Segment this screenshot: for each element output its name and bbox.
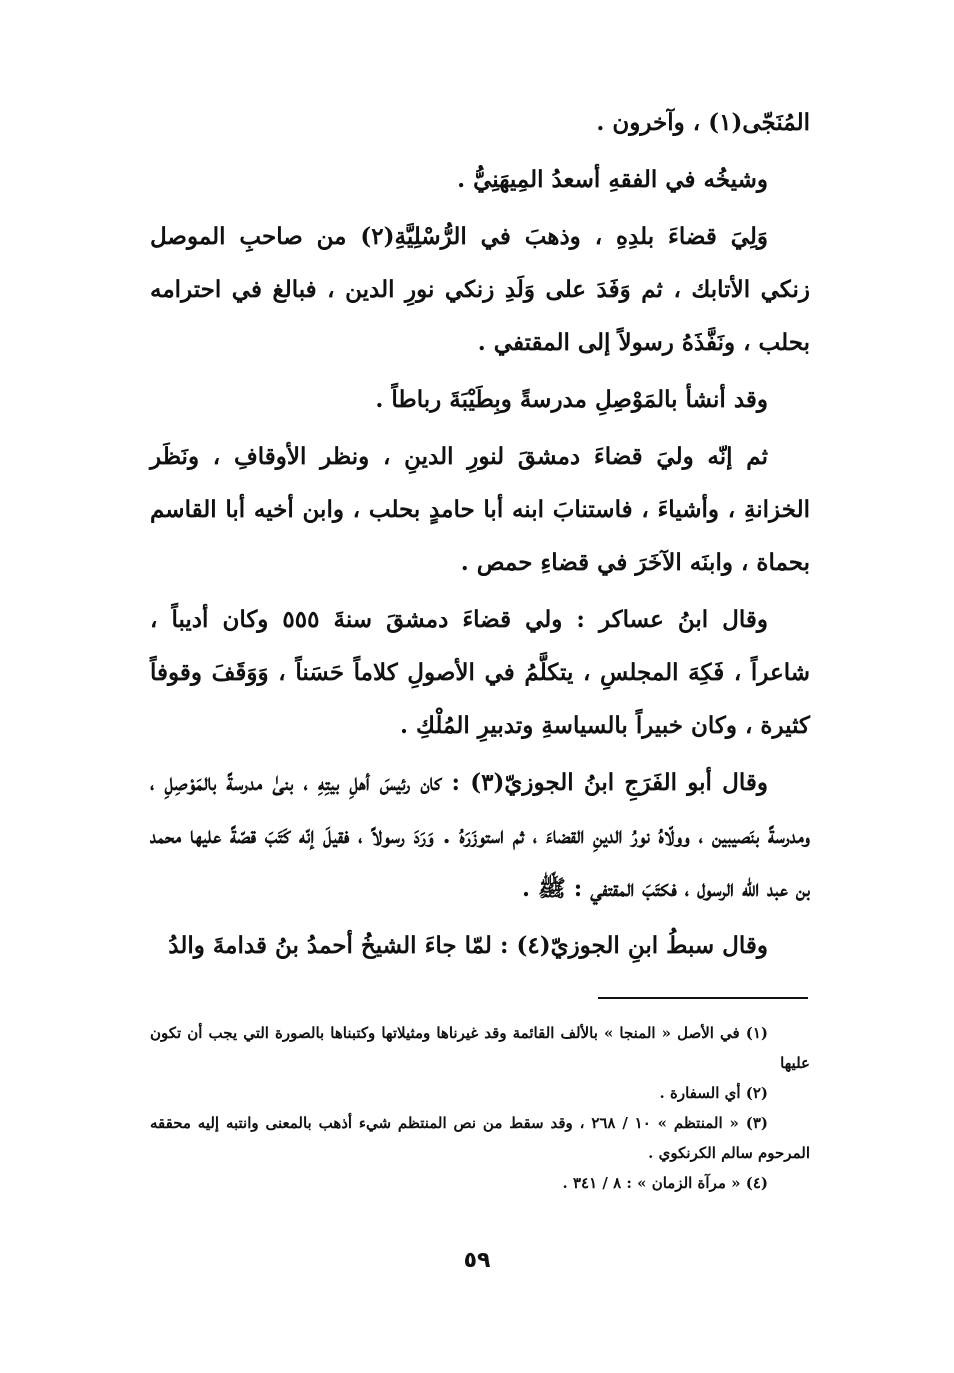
main-text xyxy=(150,96,810,976)
paragraph: ثم إنّه وليَ قضاءَ دمشقَ لنورِ الدينِ ، ونظر الأوقافِ ، ونَظَر الخزانةِ ، وأشياءَ ، فاستنابَ ابنه أبا حامدٍ بحلب ، وابن أخيه أبا القاسم بحماة ، وابنَه الآخَرَ في قضاءِ حمص . xyxy=(150,443,810,576)
page-number: ٥٩ xyxy=(463,1248,491,1273)
footnote: (٤) « مرآة الزمان » : ٨ / ٣٤١ . xyxy=(562,1174,768,1192)
footnote: (٢) أي السفارة . xyxy=(659,1084,768,1102)
paragraph: وقال سبطُ ابنِ الجوزيّ(٤) : لمّا جاءَ الشيخُ أحمدُ بنُ قدامةَ والدُ xyxy=(168,932,768,959)
paragraph: المُنَجّى(١) ، وآخرون . xyxy=(596,109,810,136)
paragraph: وقال أبو الفَرَجِ ابنُ الجوزيّ(٣) : كان رئيسَ أهلِ بيتِهِ ، بنىٰ مدرسةً بالمَوْصِلِ ، ومدرسةً بنَصيبين ، وولّاهُ نورُ الدينِ القضاءَ ، ثم استوزَرَهُ . وَرَدَ رسولاً ، فقيلَ إنّه كَتَبَ قصّةً عليها محمد بن عبد الله الرسول ، فكتَبَ المقتفي : ﷺ . xyxy=(150,769,810,902)
footnotes xyxy=(150,1018,810,1198)
paragraph: وقال ابنُ عساكر : ولي قضاءَ دمشقَ سنةَ ٥٥٥ وكان أديباً ، شاعراً ، فَكِهَ المجلسِ ، يتكلَّمُ في الأصولِ كلاماً حَسَناً ، وَوَقَفَ وقوفاً كثيرة ، وكان خبيراً بالسياسةِ وتدبيرِ المُلْكِ . xyxy=(150,606,810,739)
footnote-divider xyxy=(598,997,808,999)
footnote: (٣) « المنتظم » ١٠ / ٢٦٨ ، وقد سقط من نص المنتظم شيء أذهب بالمعنى وانتبه إليه محققه المرحوم سالم الكرنكوي . xyxy=(150,1114,810,1162)
footnote: (١) في الأصل « المنجا » بالألف القائمة وقد غيرناها ومثيلاتها وكتبناها بالصورة التي يجب أن تكون عليها xyxy=(150,1024,810,1072)
paragraph: وشيخُه في الفقهِ أسعدُ المِيهَنِيُّ . xyxy=(457,166,768,193)
paragraph: وَلِيَ قضاءَ بلدِهِ ، وذهبَ في الرُّسْلِيَّةِ(٢) من صاحبِ الموصل زنكي الأتابك ، ثم وَفَدَ على وَلَدِ زنكي نورِ الدين ، فبالغ في احترامه بحلب ، ونَفَّذَهُ رسولاً إلى المقتفي . xyxy=(150,223,810,356)
paragraph: وقد أنشأ بالمَوْصِلِ مدرسةً وبِطَيْبَةَ رباطاً . xyxy=(375,386,768,413)
